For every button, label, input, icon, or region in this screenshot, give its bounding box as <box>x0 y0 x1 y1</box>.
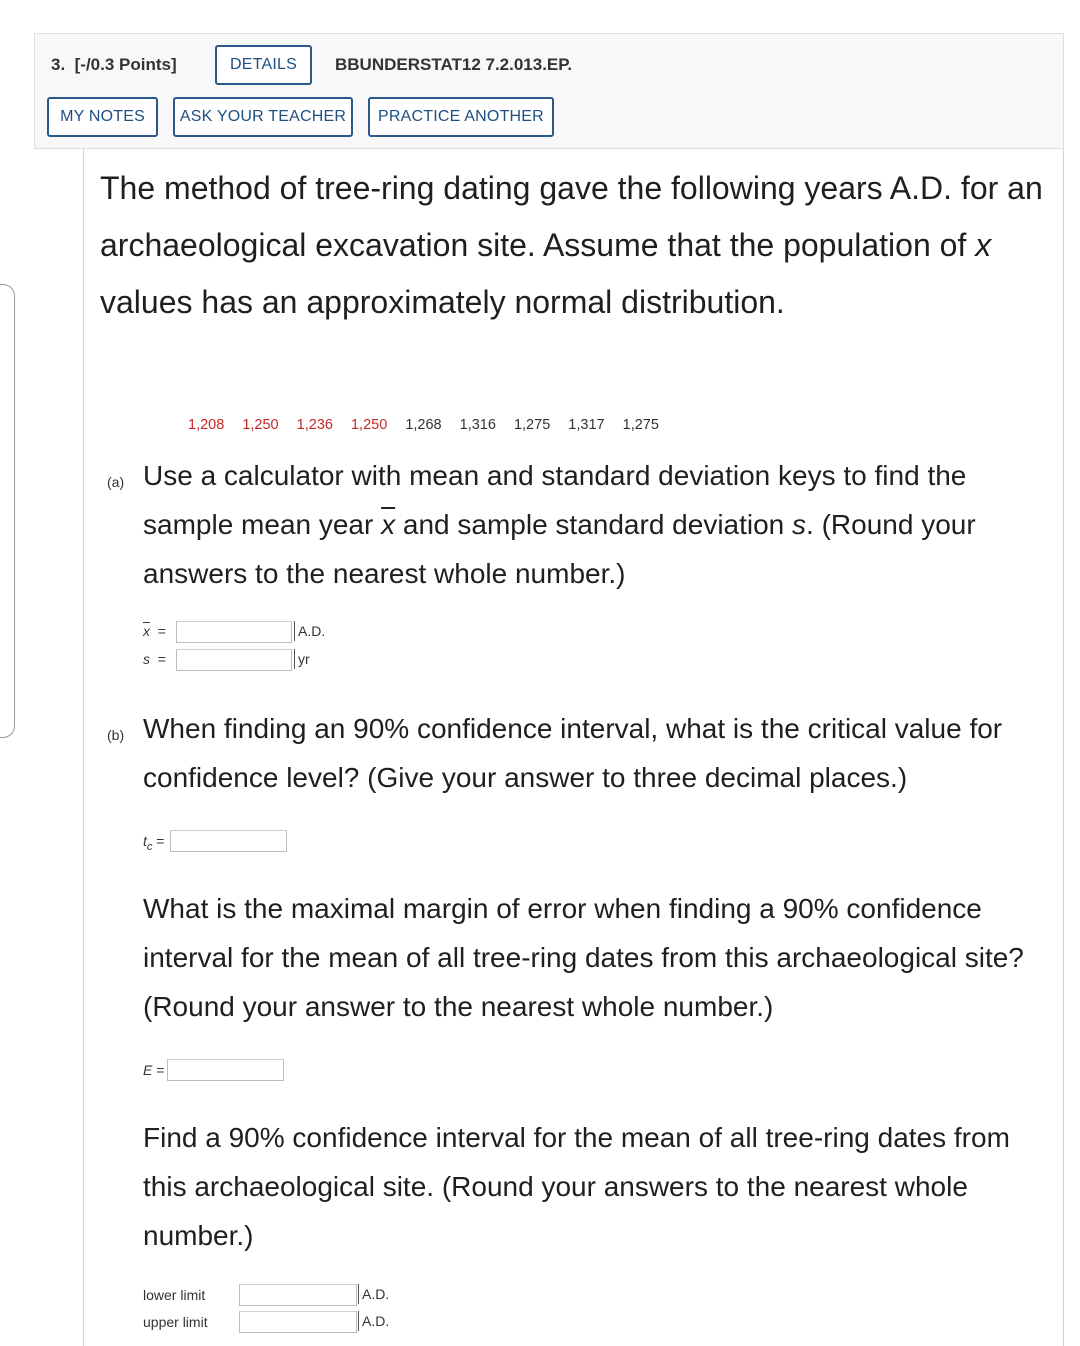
data-value: 1,250 <box>242 417 279 433</box>
lower-limit-unit: A.D. <box>358 1284 389 1304</box>
ask-teacher-button[interactable]: ASK YOUR TEACHER <box>173 97 353 137</box>
my-notes-button[interactable]: MY NOTES <box>47 97 158 137</box>
xbar-unit: A.D. <box>294 621 325 641</box>
data-values <box>188 417 673 433</box>
xbar-label: $\overline{x}$ = <box>143 623 166 639</box>
data-value: 1,208 <box>188 417 225 433</box>
details-button[interactable]: DETAILS <box>215 45 312 85</box>
data-value: 1,275 <box>622 417 659 433</box>
tc-input[interactable] <box>170 830 287 852</box>
question-header <box>34 33 1064 149</box>
lower-limit-input[interactable] <box>239 1284 357 1306</box>
margin-question-text: What is the maximal margin of error when finding a 90% confidence interval for the mean of all tree-ring dates from this archaeological site? (Round your answer to the nearest whole number.) <box>143 893 1024 1022</box>
upper-limit-unit: A.D. <box>358 1311 389 1331</box>
s-label: s = <box>143 651 166 667</box>
tc-label: $t_c$ = <box>143 833 165 853</box>
data-value: 1,236 <box>296 417 333 433</box>
data-value: 1,268 <box>405 417 442 433</box>
data-value: 1,275 <box>513 417 551 433</box>
part-b-label: (b) <box>107 727 125 743</box>
question-number: 3. [-/0.3 Points] <box>51 55 177 74</box>
part-a-text: Use a calculator with mean and standard deviation keys to find the sample mean year $\overline{x}$ and sample standard deviation s. (Round your answers to the nearest whole number.) <box>143 460 976 589</box>
data-value: 1,250 <box>350 417 388 433</box>
s-input[interactable] <box>176 649 292 671</box>
e-label: E = <box>143 1062 165 1078</box>
interval-question-text: Find a 90% confidence interval for the mean of all tree-ring dates from this archaeological site. (Round your answers to the nearest whole number.) <box>143 1122 1010 1251</box>
intro-text: The method of tree-ring dating gave the following years A.D. for an archaeological excavation site. Assume that the population of x values has an approximately normal distribution. <box>100 170 1043 320</box>
part-a-label: (a) <box>107 474 125 490</box>
points-label: [-/0.3 Points] <box>74 55 177 74</box>
question-bracket <box>0 284 15 738</box>
e-input[interactable] <box>167 1059 284 1081</box>
s-unit: yr <box>294 649 310 669</box>
question-code: BBUNDERSTAT12 7.2.013.EP. <box>335 55 573 74</box>
xbar-input[interactable] <box>176 621 292 643</box>
lower-limit-label: lower limit <box>143 1287 206 1303</box>
upper-limit-label: upper limit <box>143 1314 208 1330</box>
upper-limit-input[interactable] <box>239 1311 357 1333</box>
practice-another-button[interactable]: PRACTICE ANOTHER <box>368 97 554 137</box>
data-value: 1,317 <box>568 417 605 433</box>
data-value: 1,316 <box>459 417 496 433</box>
part-b-text: When finding an 90% confidence interval, what is the critical value for confidence level? (Give your answer to three decimal places.) <box>143 713 1003 793</box>
